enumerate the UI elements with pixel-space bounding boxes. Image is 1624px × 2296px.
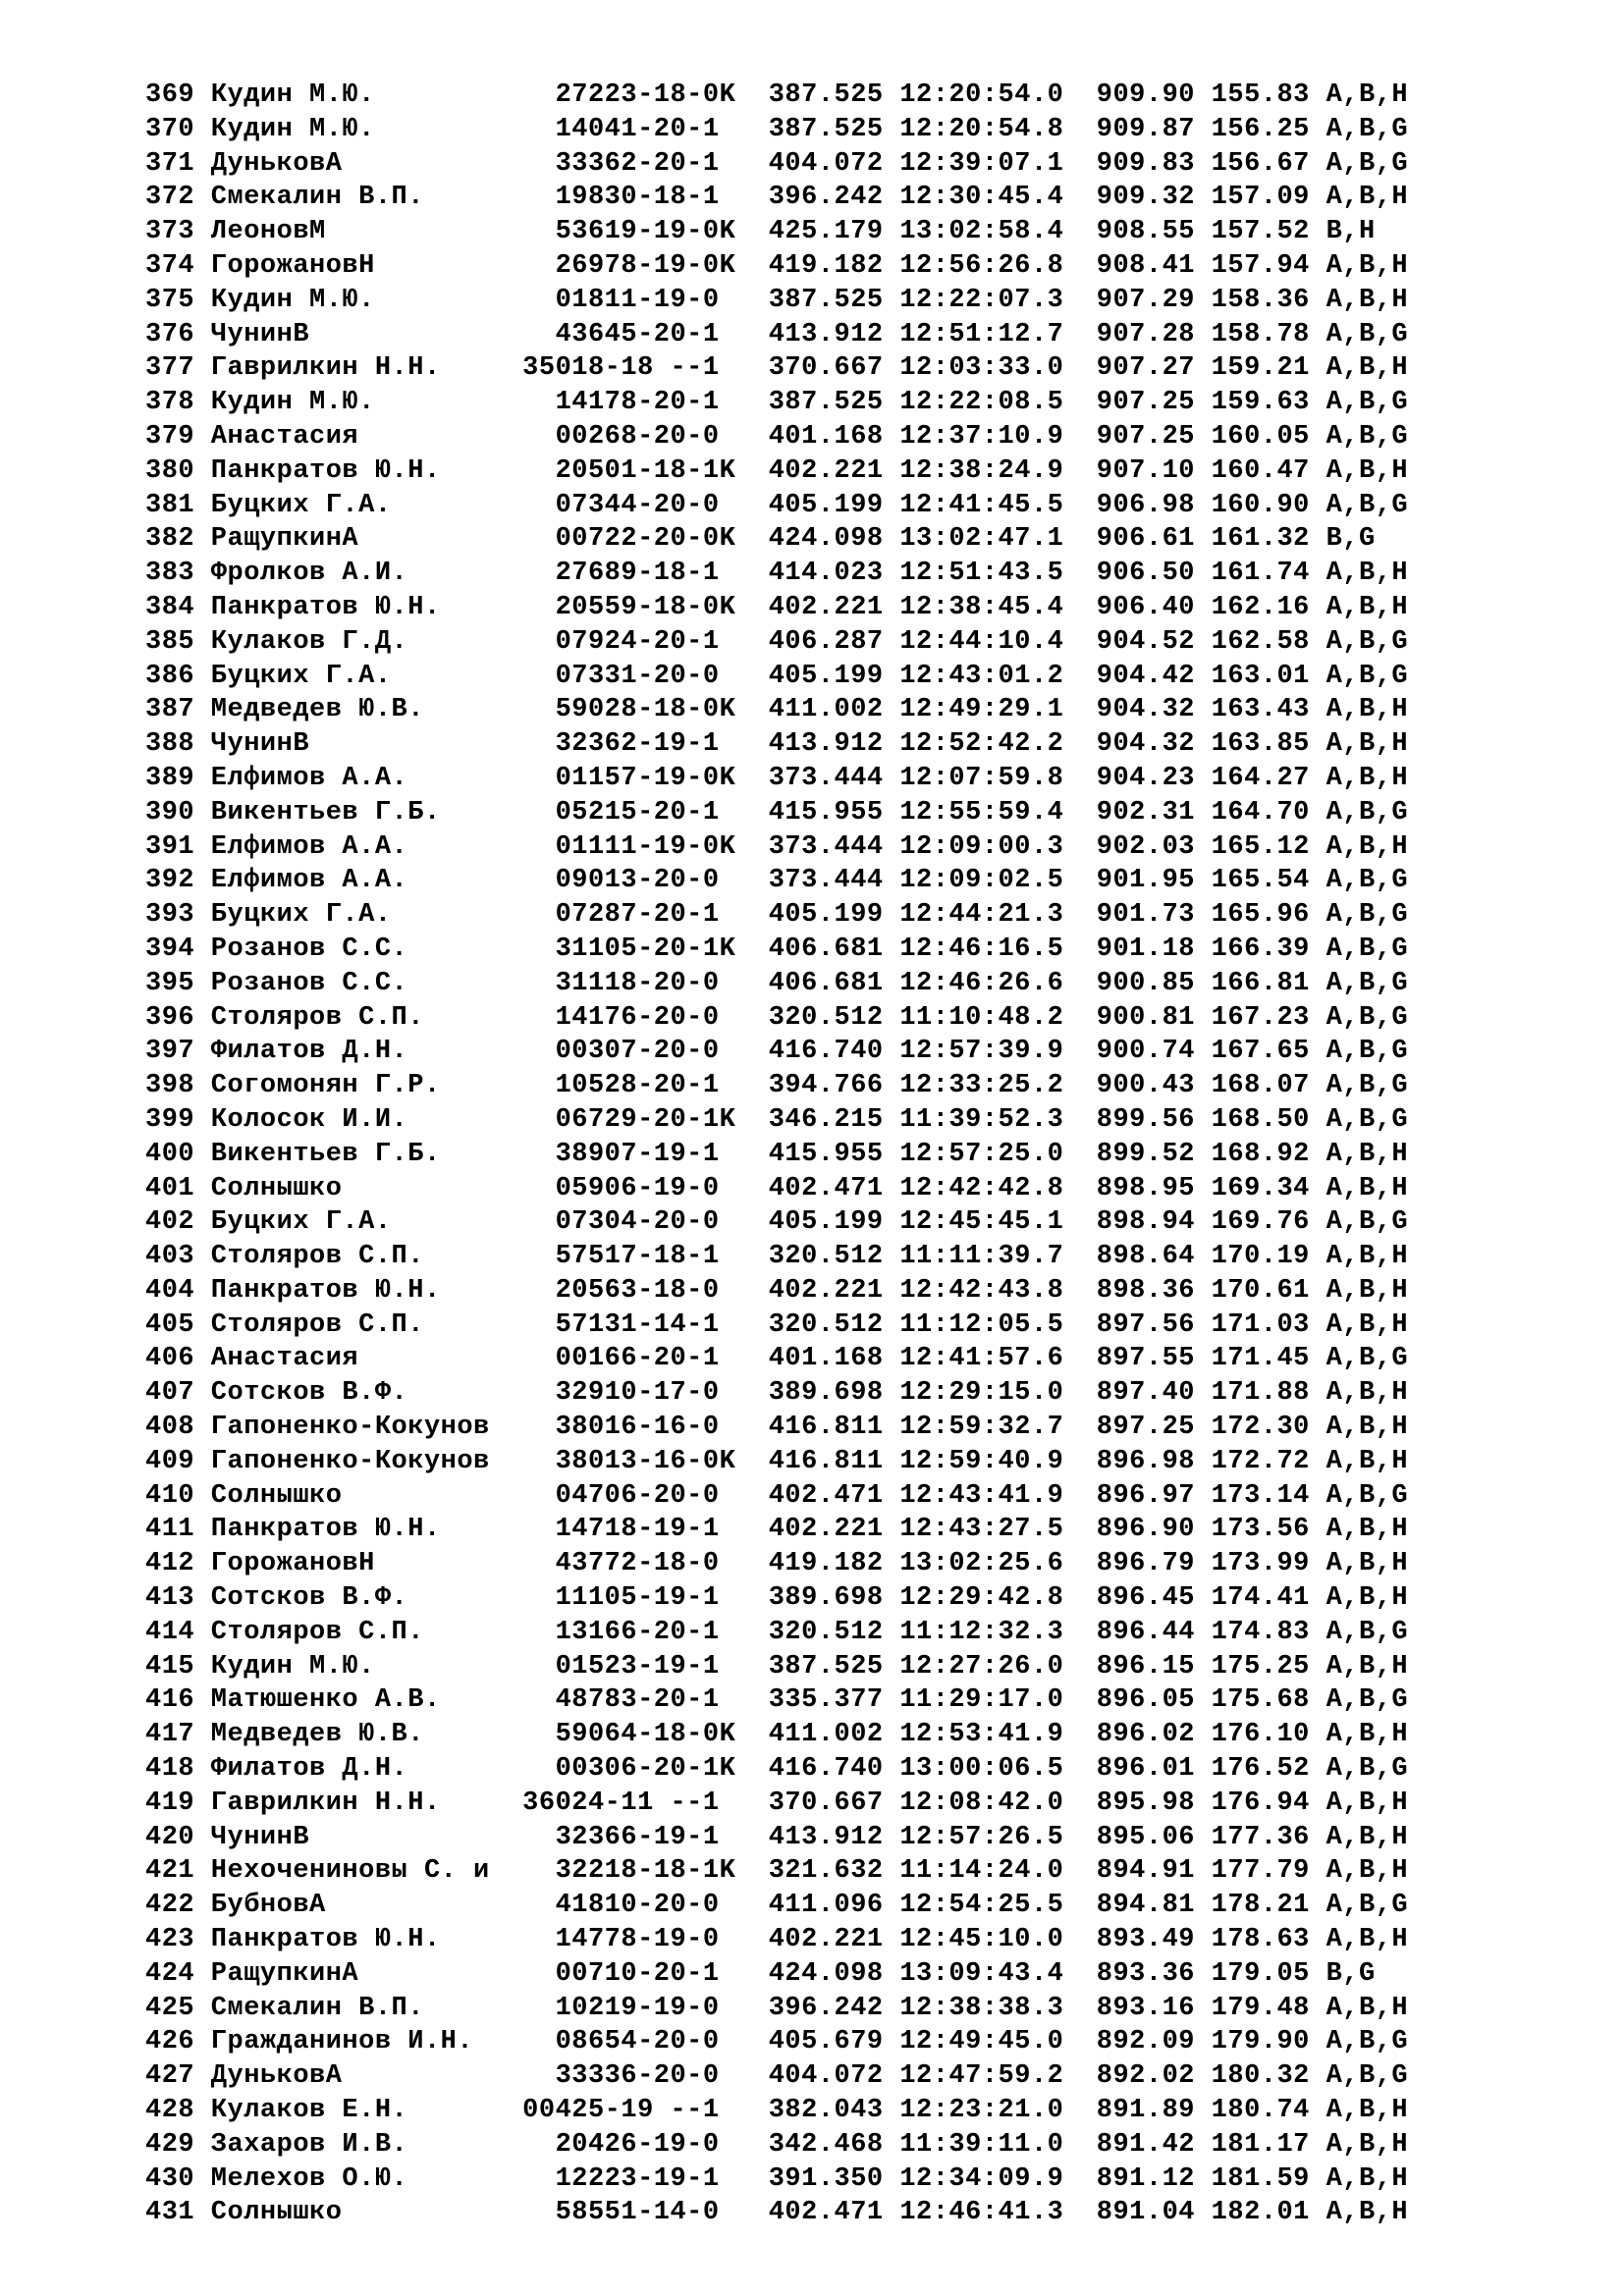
results-table: [145, 79, 1408, 2230]
result-row: 382 РащупкинА 00722-20-0K 424.098 13:02:47.1 906.61 161.32 B,G: [145, 524, 1376, 555]
result-row: 385 Кулаков Г.Д. 07924-20-1 406.287 12:44:10.4 904.52 162.58 A,B,G: [145, 626, 1409, 657]
result-row: 413 Сотсков В.Ф. 11105-19-1 389.698 12:29:42.8 896.45 174.41 A,B,H: [145, 1583, 1409, 1614]
result-row: 420 ЧунинВ 32366-19-1 413.912 12:57:26.5 895.06 177.36 A,B,H: [145, 1822, 1409, 1852]
result-row: 399 Колосок И.И. 06729-20-1K 346.215 11:39:52.3 899.56 168.50 A,B,G: [145, 1104, 1409, 1135]
result-row: 397 Филатов Д.Н. 00307-20-0 416.740 12:57:39.9 900.74 167.65 A,B,G: [145, 1037, 1409, 1067]
result-row: 429 Захаров И.В. 20426-19-0 342.468 11:39:11.0 891.42 181.17 A,B,H: [145, 2129, 1409, 2160]
result-row: 369 Кудин М.Ю. 27223-18-0K 387.525 12:20:54.0 909.90 155.83 A,B,H: [145, 80, 1409, 110]
result-row: 380 Панкратов Ю.Н. 20501-18-1K 402.221 12:38:24.9 907.10 160.47 A,B,H: [145, 455, 1409, 486]
result-row: 401 Солнышко 05906-19-0 402.471 12:42:42.8 898.95 169.34 A,B,H: [145, 1173, 1409, 1203]
result-row: 374 ГорожановН 26978-19-0K 419.182 12:56:26.8 908.41 157.94 A,B,H: [145, 250, 1409, 281]
result-row: 418 Филатов Д.Н. 00306-20-1K 416.740 13:00:06.5 896.01 176.52 A,B,G: [145, 1754, 1409, 1785]
result-row: 400 Викентьев Г.Б. 38907-19-1 415.955 12:57:25.0 899.52 168.92 A,B,H: [145, 1139, 1409, 1169]
result-row: 422 БубновА 41810-20-0 411.096 12:54:25.5 894.81 178.21 A,B,G: [145, 1891, 1409, 1921]
result-row: 431 Солнышко 58551-14-0 402.471 12:46:41.3 891.04 182.01 A,B,H: [145, 2198, 1409, 2228]
result-row: 396 Столяров С.П. 14176-20-0 320.512 11:10:48.2 900.81 167.23 A,B,G: [145, 1002, 1409, 1033]
result-row: 398 Согомонян Г.Р. 10528-20-1 394.766 12:33:25.2 900.43 168.07 A,B,G: [145, 1071, 1409, 1101]
result-row: 370 Кудин М.Ю. 14041-20-1 387.525 12:20:54.8 909.87 156.25 A,B,G: [145, 114, 1409, 144]
result-row: 391 Елфимов А.А. 01111-19-0K 373.444 12:09:00.3 902.03 165.12 A,B,H: [145, 831, 1409, 862]
result-row: 427 ДуньковА 33336-20-0 404.072 12:47:59.2 892.02 180.32 A,B,G: [145, 2061, 1409, 2092]
result-row: 412 ГорожановН 43772-18-0 419.182 13:02:25.6 896.79 173.99 A,B,H: [145, 1549, 1409, 1579]
result-row: 392 Елфимов А.А. 09013-20-0 373.444 12:09:02.5 901.95 165.54 A,B,G: [145, 866, 1409, 896]
result-row: 419 Гаврилкин Н.Н. 36024-11 --1 370.667 12:08:42.0 895.98 176.94 A,B,H: [145, 1788, 1409, 1818]
result-row: 377 Гаврилкин Н.Н. 35018-18 --1 370.667 12:03:33.0 907.27 159.21 A,B,H: [145, 353, 1409, 384]
result-row: 376 ЧунинВ 43645-20-1 413.912 12:51:12.7 907.28 158.78 A,B,G: [145, 319, 1409, 349]
result-row: 411 Панкратов Ю.Н. 14718-19-1 402.221 12:43:27.5 896.90 173.56 A,B,H: [145, 1515, 1409, 1545]
result-row: 393 Буцких Г.А. 07287-20-1 405.199 12:44:21.3 901.73 165.96 A,B,G: [145, 900, 1409, 931]
result-row: 379 Анастасия 00268-20-0 401.168 12:37:10.9 907.25 160.05 A,B,G: [145, 421, 1409, 452]
result-row: 381 Буцких Г.А. 07344-20-0 405.199 12:41:45.5 906.98 160.90 A,B,G: [145, 490, 1409, 520]
result-row: 378 Кудин М.Ю. 14178-20-1 387.525 12:22:08.5 907.25 159.63 A,B,G: [145, 388, 1409, 418]
result-row: 409 Гапоненко-Кокунов 38013-16-0K 416.811 12:59:40.9 896.98 172.72 A,B,H: [145, 1446, 1409, 1476]
result-row: 414 Столяров С.П. 13166-20-1 320.512 11:12:32.3 896.44 174.83 A,B,G: [145, 1617, 1409, 1647]
result-row: 405 Столяров С.П. 57131-14-1 320.512 11:12:05.5 897.56 171.03 A,B,H: [145, 1309, 1409, 1340]
result-row: 423 Панкратов Ю.Н. 14778-19-0 402.221 12:45:10.0 893.49 178.63 A,B,H: [145, 1925, 1409, 1955]
result-row: 390 Викентьев Г.Б. 05215-20-1 415.955 12:55:59.4 902.31 164.70 A,B,G: [145, 797, 1409, 828]
result-row: 424 РащупкинА 00710-20-1 424.098 13:09:43.4 893.36 179.05 B,G: [145, 1958, 1376, 1989]
result-row: 375 Кудин М.Ю. 01811-19-0 387.525 12:22:07.3 907.29 158.36 A,B,H: [145, 285, 1409, 315]
result-row: 426 Гражданинов И.Н. 08654-20-0 405.679 12:49:45.0 892.09 179.90 A,B,G: [145, 2027, 1409, 2057]
result-row: 425 Смекалин В.П. 10219-19-0 396.242 12:38:38.3 893.16 179.48 A,B,H: [145, 1993, 1409, 2023]
result-row: 402 Буцких Г.А. 07304-20-0 405.199 12:45:45.1 898.94 169.76 A,B,G: [145, 1207, 1409, 1238]
result-row: 384 Панкратов Ю.Н. 20559-18-0K 402.221 12:38:45.4 906.40 162.16 A,B,H: [145, 592, 1409, 622]
result-row: 403 Столяров С.П. 57517-18-1 320.512 11:11:39.7 898.64 170.19 A,B,H: [145, 1242, 1409, 1272]
result-row: 395 Розанов С.С. 31118-20-0 406.681 12:46:26.6 900.85 166.81 A,B,G: [145, 968, 1409, 998]
result-row: 408 Гапоненко-Кокунов 38016-16-0 416.811 12:59:32.7 897.25 172.30 A,B,H: [145, 1413, 1409, 1443]
result-row: 372 Смекалин В.П. 19830-18-1 396.242 12:30:45.4 909.32 157.09 A,B,H: [145, 183, 1409, 213]
result-row: 406 Анастасия 00166-20-1 401.168 12:41:57.6 897.55 171.45 A,B,G: [145, 1344, 1409, 1374]
result-row: 407 Сотсков В.Ф. 32910-17-0 389.698 12:29:15.0 897.40 171.88 A,B,H: [145, 1378, 1409, 1409]
result-row: 371 ДуньковА 33362-20-1 404.072 12:39:07.1 909.83 156.67 A,B,G: [145, 148, 1409, 179]
result-row: 389 Елфимов А.А. 01157-19-0K 373.444 12:07:59.8 904.23 164.27 A,B,H: [145, 763, 1409, 793]
result-row: 383 Фролков А.И. 27689-18-1 414.023 12:51:43.5 906.50 161.74 A,B,H: [145, 559, 1409, 589]
result-row: 428 Кулаков Е.Н. 00425-19 --1 382.043 12:23:21.0 891.89 180.74 A,B,H: [145, 2096, 1409, 2126]
result-row: 410 Солнышко 04706-20-0 402.471 12:43:41.9 896.97 173.14 A,B,G: [145, 1480, 1409, 1511]
result-row: 417 Медведев Ю.В. 59064-18-0K 411.002 12:53:41.9 896.02 176.10 A,B,H: [145, 1720, 1409, 1750]
result-row: 387 Медведев Ю.В. 59028-18-0K 411.002 12:49:29.1 904.32 163.43 A,B,H: [145, 695, 1409, 725]
result-row: 404 Панкратов Ю.Н. 20563-18-0 402.221 12:42:43.8 898.36 170.61 A,B,H: [145, 1275, 1409, 1306]
result-row: 386 Буцких Г.А. 07331-20-0 405.199 12:43:01.2 904.42 163.01 A,B,G: [145, 661, 1409, 691]
result-row: 373 ЛеоновМ 53619-19-0K 425.179 13:02:58.4 908.55 157.52 B,H: [145, 217, 1376, 247]
result-row: 416 Матюшенко А.В. 48783-20-1 335.377 11:29:17.0 896.05 175.68 A,B,G: [145, 1685, 1409, 1716]
result-row: 415 Кудин М.Ю. 01523-19-1 387.525 12:27:26.0 896.15 175.25 A,B,H: [145, 1651, 1409, 1682]
result-row: 394 Розанов С.С. 31105-20-1K 406.681 12:46:16.5 901.18 166.39 A,B,G: [145, 934, 1409, 964]
result-row: 421 Нехочениновы С. и 32218-18-1K 321.632 11:14:24.0 894.91 177.79 A,B,H: [145, 1856, 1409, 1887]
result-row: 388 ЧунинВ 32362-19-1 413.912 12:52:42.2 904.32 163.85 A,B,H: [145, 729, 1409, 760]
result-row: 430 Мелехов О.Ю. 12223-19-1 391.350 12:34:09.9 891.12 181.59 A,B,H: [145, 2163, 1409, 2194]
